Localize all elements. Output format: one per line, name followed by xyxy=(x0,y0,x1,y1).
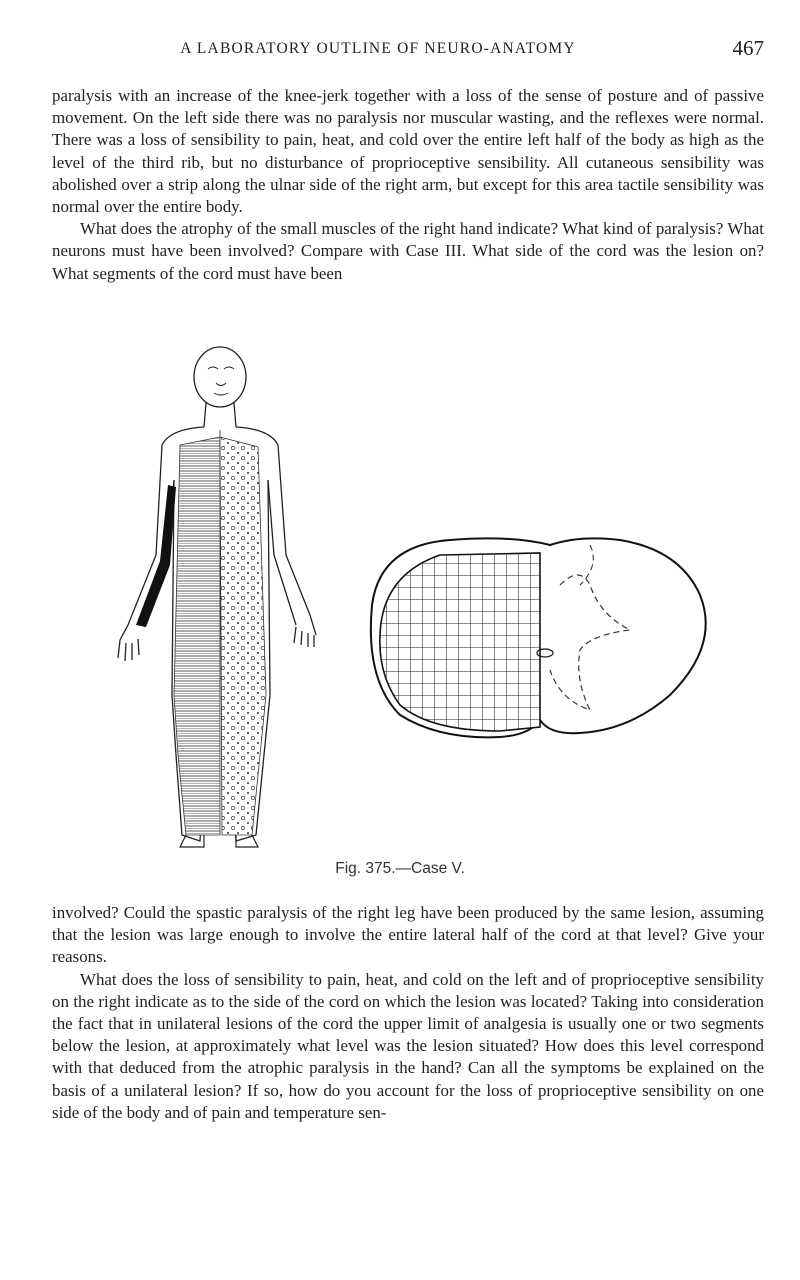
body-text-top xyxy=(52,85,764,285)
cord-section xyxy=(371,538,706,737)
page-header xyxy=(52,36,764,66)
paragraph: What does the atrophy of the small muscles of the right hand indicate? What kind of paralysis? What neurons must have been involved? Compare with Case III. What side of the cord was the lesion on? What segments of the cord must have been xyxy=(52,219,764,283)
figure-case-v xyxy=(110,335,730,865)
body-text-bottom xyxy=(52,902,764,1124)
figure-caption: Fig. 375.—Case V. xyxy=(335,860,465,877)
page-number: 467 xyxy=(732,36,764,60)
paragraph: involved? Could the spastic paralysis of the right leg have been produced by the same lesion, assuming that the lesion was large enough to involve the entire lateral half of the cord at that level? Give your reasons. xyxy=(52,903,764,967)
paragraph: paralysis with an increase of the knee-jerk together with a loss of the sense of posture and of passive movement. On the left side there was no paralysis nor muscular wasting, and the reflexes were normal. There was a loss of sensibility to pain, heat, and cold over the entire left half of the body as high as the level of the third rib, but no disturbance of proprioceptive sensibility. All cutaneous sensibility was abolished over a strip along the ulnar side of the right arm, but except for this area tactile sensibility was normal over the entire body. xyxy=(52,86,764,217)
paragraph: What does the loss of sensibility to pain, heat, and cold on the left and of proprioceptive sensibility on the right indicate as to the side of the cord on which the lesion was located? Taking into consideration the fact that in unilateral lesions of the cord the upper limit of analgesia is usually one or two segments below the lesion, at approximately what level was the lesion situated? How does this level correspond with that deduced from the atrophic paralysis in the hand? Can all the symptoms be explained on the basis of a unilateral lesion? If so, how do you account for the loss of proprioceptive sensibility on one side of the body and of pain and temperature sen- xyxy=(52,969,764,1122)
dotted-region xyxy=(220,437,266,835)
head xyxy=(194,347,246,407)
hatched-region xyxy=(174,437,220,835)
running-head: A LABORATORY OUTLINE OF NEURO-ANATOMY xyxy=(180,40,576,57)
